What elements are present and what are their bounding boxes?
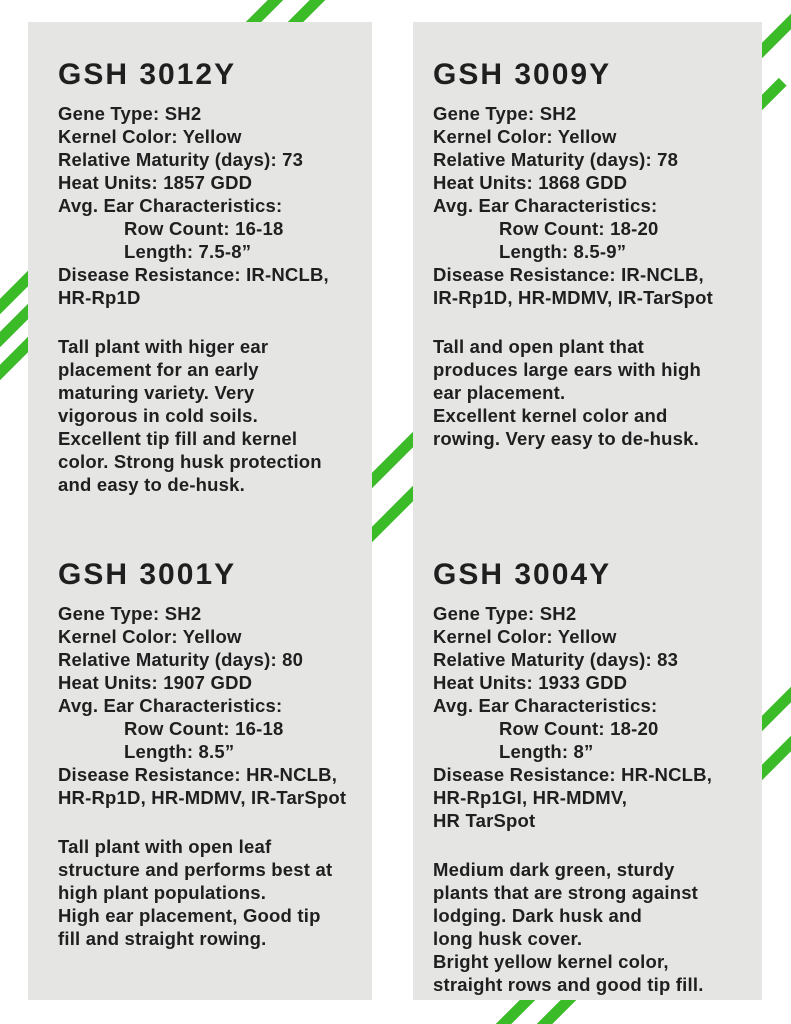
description-line: High ear placement, Good tip	[58, 905, 321, 926]
description-line: rowing. Very easy to de-husk.	[433, 428, 699, 449]
spec-line: Kernel Color: Yellow	[433, 626, 617, 647]
description-line: plants that are strong against	[433, 882, 699, 903]
spec-line: Heat Units: 1857 GDD	[58, 172, 253, 193]
spec-line: Disease Resistance: IR-NCLB,	[433, 264, 704, 285]
description-line: Excellent tip fill and kernel	[58, 428, 298, 449]
product-card-gsh-3004y	[433, 558, 750, 996]
description-line: Tall plant with open leaf	[58, 836, 272, 857]
spec-line: Kernel Color: Yellow	[433, 126, 617, 147]
description-line: Tall plant with higer ear	[58, 336, 269, 357]
description-line: maturing variety. Very	[58, 382, 255, 403]
spec-line: Heat Units: 1907 GDD	[58, 672, 253, 693]
spec-line: Disease Resistance: IR-NCLB,	[58, 264, 329, 285]
product-description	[58, 335, 358, 496]
description-line: and easy to de-husk.	[58, 474, 245, 495]
description-line: placement for an early	[58, 359, 259, 380]
product-description	[433, 858, 750, 996]
product-card-gsh-3012y	[58, 58, 358, 558]
spec-line: Relative Maturity (days): 78	[433, 149, 679, 170]
spec-line: Heat Units: 1933 GDD	[433, 672, 628, 693]
spec-line: Gene Type: SH2	[433, 603, 577, 624]
spec-line: HR-Rp1GI, HR-MDMV,	[433, 787, 628, 808]
description-line: produces large ears with high	[433, 359, 701, 380]
product-description	[433, 335, 750, 450]
spec-line: Kernel Color: Yellow	[58, 126, 242, 147]
description-line: Excellent kernel color and	[433, 405, 668, 426]
spec-line: Avg. Ear Characteristics:	[433, 195, 658, 216]
product-title: GSH 3004Y	[433, 558, 612, 591]
spec-list	[433, 602, 750, 832]
spec-line: Row Count: 16-18	[124, 218, 284, 239]
spec-list	[58, 102, 358, 309]
spec-line: Gene Type: SH2	[58, 603, 202, 624]
product-title: GSH 3009Y	[433, 58, 612, 91]
description-line: Tall and open plant that	[433, 336, 645, 357]
spec-line: Length: 8.5”	[124, 741, 235, 762]
spec-line: Relative Maturity (days): 80	[58, 649, 304, 670]
spec-line: Relative Maturity (days): 73	[58, 149, 304, 170]
spec-line: Gene Type: SH2	[58, 103, 202, 124]
description-line: fill and straight rowing.	[58, 928, 267, 949]
spec-line: HR-Rp1D	[58, 287, 141, 308]
spec-list	[58, 602, 358, 809]
description-line: color. Strong husk protection	[58, 451, 322, 472]
description-line: Bright yellow kernel color,	[433, 951, 669, 972]
product-title: GSH 3001Y	[58, 558, 237, 591]
product-column-right	[413, 22, 762, 1000]
spec-line: IR-Rp1D, HR-MDMV, IR-TarSpot	[433, 287, 714, 308]
spec-line: HR TarSpot	[433, 810, 536, 831]
description-line: ear placement.	[433, 382, 566, 403]
spec-line: Avg. Ear Characteristics:	[58, 195, 283, 216]
description-line: straight rows and good tip fill.	[433, 974, 704, 995]
product-description	[58, 835, 358, 950]
spec-line: Avg. Ear Characteristics:	[433, 695, 658, 716]
spec-line: Kernel Color: Yellow	[58, 626, 242, 647]
spec-line: Length: 7.5-8”	[124, 241, 252, 262]
product-title: GSH 3012Y	[58, 58, 237, 91]
spec-line: Row Count: 18-20	[499, 218, 659, 239]
spec-list	[433, 102, 750, 309]
product-column-left	[28, 22, 372, 1000]
description-line: vigorous in cold soils.	[58, 405, 258, 426]
product-card-gsh-3009y	[433, 58, 750, 558]
product-card-gsh-3001y	[58, 558, 358, 950]
spec-line: Length: 8.5-9”	[499, 241, 627, 262]
spec-line: HR-Rp1D, HR-MDMV, IR-TarSpot	[58, 787, 347, 808]
description-line: structure and performs best at	[58, 859, 333, 880]
spec-line: Row Count: 18-20	[499, 718, 659, 739]
description-line: high plant populations.	[58, 882, 267, 903]
spec-line: Avg. Ear Characteristics:	[58, 695, 283, 716]
description-line: Medium dark green, sturdy	[433, 859, 675, 880]
spec-line: Gene Type: SH2	[433, 103, 577, 124]
description-line: long husk cover.	[433, 928, 583, 949]
spec-line: Relative Maturity (days): 83	[433, 649, 679, 670]
spec-line: Length: 8”	[499, 741, 594, 762]
spec-line: Disease Resistance: HR-NCLB,	[58, 764, 338, 785]
spec-line: Row Count: 16-18	[124, 718, 284, 739]
description-line: lodging. Dark husk and	[433, 905, 642, 926]
spec-line: Disease Resistance: HR-NCLB,	[433, 764, 713, 785]
spec-line: Heat Units: 1868 GDD	[433, 172, 628, 193]
